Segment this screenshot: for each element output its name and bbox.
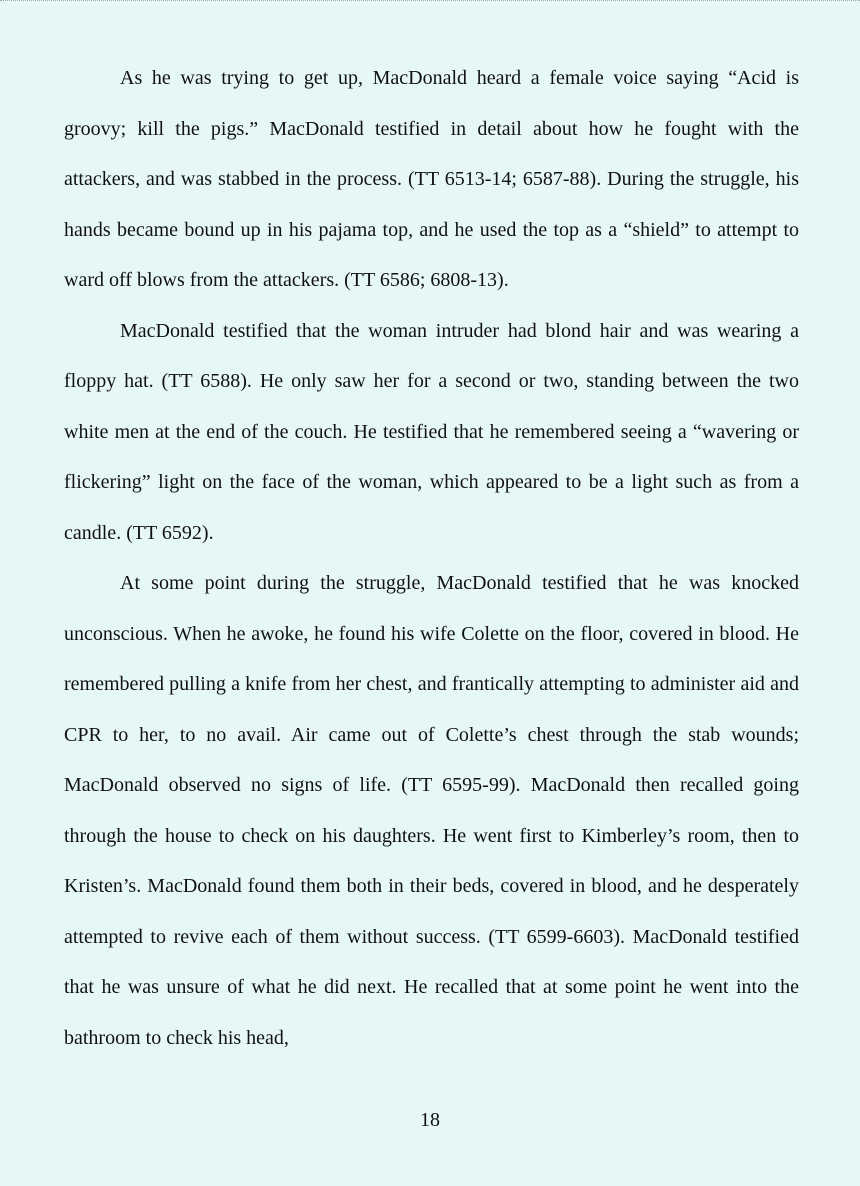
paragraph-2: MacDonald testified that the woman intruder had blond hair and was wearing a floppy hat. (TT 6588). He only saw her for a second or two, standing between the two white men at the end of the couch. He testified that he remembered seeing a “wavering or flickering” light on the face of the woman, which appeared to be a light such as from a candle. (TT 6592). xyxy=(64,319,799,544)
page-number: 18 xyxy=(420,1109,440,1131)
paragraph-1: As he was trying to get up, MacDonald heard a female voice saying “Acid is groovy; kill the pigs.” MacDonald testified in detail about how he fought with the attackers, and was stabbed in the process. (TT 6513-14; 6587-88). During the struggle, his hands became bound up in his pajama top, and he used the top as a “shield” to attempt to ward off blows from the attackers. (TT 6586; 6808-13). xyxy=(64,67,799,291)
paragraph-3: At some point during the struggle, MacDonald testified that he was knocked unconscious. When he awoke, he found his wife Colette on the floor, covered in blood. He remembered pulling a knife from her chest, and frantically attempting to administer aid and CPR to her, to no avail. Air came out of Colette’s chest through the stab wounds; MacDonald observed no signs of life. (TT 6595-99). MacDonald then recalled going through the house to check on his daughters. He went first to Kimberley’s room, then to Kristen’s. MacDonald found them both in their beds, covered in blood, and he desperately attempted to revive each of them without success. (TT 6599-6603). MacDonald testified that he was unsure of what he did next. He recalled that at some point he went into the bathroom to check his head, xyxy=(64,572,799,1049)
body-text xyxy=(64,53,799,1063)
